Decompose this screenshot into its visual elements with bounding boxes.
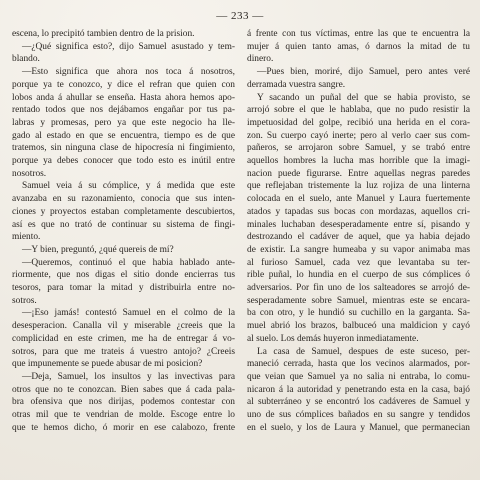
text-line: sotros, para que me trateis á vuestro antojo? ¿Creeis bbox=[12, 346, 235, 357]
page-number: — 233 — bbox=[216, 10, 264, 22]
text-line: avanzaba en su razonamiento, conocia que sus inten- bbox=[12, 194, 235, 205]
right-column bbox=[247, 28, 470, 435]
text-line: complicidad en este crimen, me ha de entregar á vo- bbox=[12, 333, 235, 344]
text-line: porque ya debes conocer que todo esto es inútil entre bbox=[12, 156, 235, 167]
text-line: blando. bbox=[12, 54, 40, 65]
text-line: ciones y proyectos estaban completamente descubiertos, bbox=[12, 206, 235, 217]
text-line: así es que no trató de continuar su sistema de fingi- bbox=[12, 219, 235, 230]
text-line: derramada vuestra sangre. bbox=[247, 79, 346, 90]
text-line: La casa de Samuel, despues de este suceso, per- bbox=[257, 346, 470, 357]
text-line: rentado todos que nos dejábamos engañar por tus pa- bbox=[12, 105, 235, 116]
text-line: que impunemente se puede abusar de mi posicion? bbox=[12, 359, 203, 370]
text-line: que veian que Samuel ya no salia ni entraba, lo comu- bbox=[247, 371, 470, 382]
text-line: Y sacando un puñal del que se habia provisto, se bbox=[257, 92, 470, 103]
text-line: sesperadamente sobre Samuel, mientras este se encara- bbox=[247, 295, 470, 306]
text-line: pañeros, se arrojaron sobre Samuel, y se trabó entre bbox=[247, 143, 470, 154]
text-line: ba con otro, y le hundió su cuchillo en la garganta. Sa- bbox=[247, 308, 470, 319]
text-line: tratemos, sin ninguna clase de hipocresía ni fingimiento, bbox=[12, 143, 235, 154]
text-line: arrojó sobre el que le hablaba, que no pudo resistir la bbox=[247, 105, 470, 116]
text-line: en el suelo, y los de Laura y Manuel, que permanecian bbox=[247, 422, 470, 433]
text-line: nosotros. bbox=[12, 168, 47, 179]
text-line: gado al estado en que se encuentra, tiempo es de que bbox=[12, 130, 235, 141]
text-line: nicaron á la autoridad y penetrando esta en la casa, bajó bbox=[247, 384, 470, 395]
text-line: dinero. bbox=[247, 54, 274, 65]
text-line: que te hemos dicho, ó morir en ese calabozo, frente bbox=[12, 422, 235, 433]
text-line: atados y tapadas sus bocas con mordazas, aquellos cri- bbox=[247, 206, 470, 217]
text-line: colocada en el suelo, ante Manuel y Laura fuertemente bbox=[247, 194, 470, 205]
text-line: adversarios. Por fin uno de los salteadores se arrojó de- bbox=[247, 283, 470, 294]
text-line: destrozando el cadáver de aquel, que ya habia dejado bbox=[247, 232, 470, 243]
text-line: zon. Su cuerpo cayó inerte; pero al verlo caer sus com- bbox=[247, 130, 470, 141]
text-line: otras mil que te vendrian de molde. Escoge entre lo bbox=[12, 410, 235, 421]
text-line: bra ofensiva que nos dirijas, podemos contestar con bbox=[12, 397, 235, 408]
text-line: escena, lo precipitó tambien dentro de la prision. bbox=[12, 29, 195, 39]
text-line: muel abrió los brazos, balbuceó una maldicion y cayó bbox=[247, 321, 470, 332]
text-line: —¿Qué significa esto?, dijo Samuel asustado y tem- bbox=[22, 41, 235, 52]
text-line: desesperacion. Canalla vil y miserable ¿creeis que la bbox=[12, 321, 235, 332]
text-line: tesoros, para tomar la mitad y distribuirla entre no- bbox=[12, 283, 235, 294]
text-line: lobos anda á ahullar se enseña. Hasta ahora hemos apo- bbox=[12, 92, 235, 103]
text-line: otros que no te conozcan. Bien sabes que á cada pala- bbox=[12, 384, 235, 395]
text-line: al subterráneo y se encontró los cadáveres de Samuel y bbox=[247, 397, 470, 408]
text-line: —Queremos, continuó el que habia hablado ante- bbox=[22, 257, 235, 268]
text-line: riormente, que nos digas el sitio donde encierras tus bbox=[12, 270, 235, 281]
text-line: impetuosidad del golpe, recibió una herida en el cora- bbox=[247, 117, 470, 128]
text-line: Samuel veia á su cómplice, y á medida que este bbox=[22, 181, 235, 192]
text-line: —Deja, Samuel, los insultos y las invectivas para bbox=[22, 371, 235, 382]
text-line: maneció cerrada, hasta que los vecinos alarmados, por- bbox=[247, 359, 470, 370]
text-line: uno de sus cómplices bañados en su sangre y tendidos bbox=[247, 410, 470, 421]
text-line: nacion puede figurarse. Entre aquellas negras paredes bbox=[247, 168, 470, 179]
left-column bbox=[12, 28, 235, 435]
text-line: —Pues bien, moriré, dijo Samuel, pero antes veré bbox=[257, 67, 470, 78]
text-line: —¡Eso jamás! contestó Samuel en el colmo de la bbox=[22, 308, 235, 319]
text-line: mujer á quien tanto amas, ó darnos la mitad de tu bbox=[247, 41, 470, 52]
text-line: —Esto significa que ahora nos toca á nosotros, bbox=[22, 67, 235, 78]
text-line: al suelo. Los demás huyeron inmediatamente. bbox=[247, 333, 419, 344]
text-line: aquellos hombres la lucha mas horrible que la imagi- bbox=[247, 156, 470, 167]
text-line: al furioso Samuel, cada vez que levantaba su ter- bbox=[247, 257, 470, 268]
text-line: —Y bien, preguntó, ¿qué quereis de mí? bbox=[22, 244, 174, 255]
text-line: labras y promesas, pero ya que este negocio ha lle- bbox=[12, 117, 235, 128]
text-line: porque ya te conozco, y dice el refran que quien con bbox=[12, 79, 235, 90]
text-line: rible puñal, lo hundia en el cuerpo de sus cómplices ó bbox=[247, 270, 470, 281]
text-line: sotros. bbox=[12, 295, 37, 306]
text-line: de existir. La sangre humeaba y su vapor animaba mas bbox=[247, 244, 470, 255]
text-line: á frente con tus víctimas, entre las que te encuentra la bbox=[247, 29, 470, 39]
text-columns bbox=[12, 28, 470, 435]
text-line: que reflejaban tristemente la luz rojiza de una linterna bbox=[247, 181, 470, 192]
text-line: minales luchaban desesperadamente entre sí, pisando y bbox=[247, 219, 470, 230]
text-line: miento. bbox=[12, 232, 41, 243]
